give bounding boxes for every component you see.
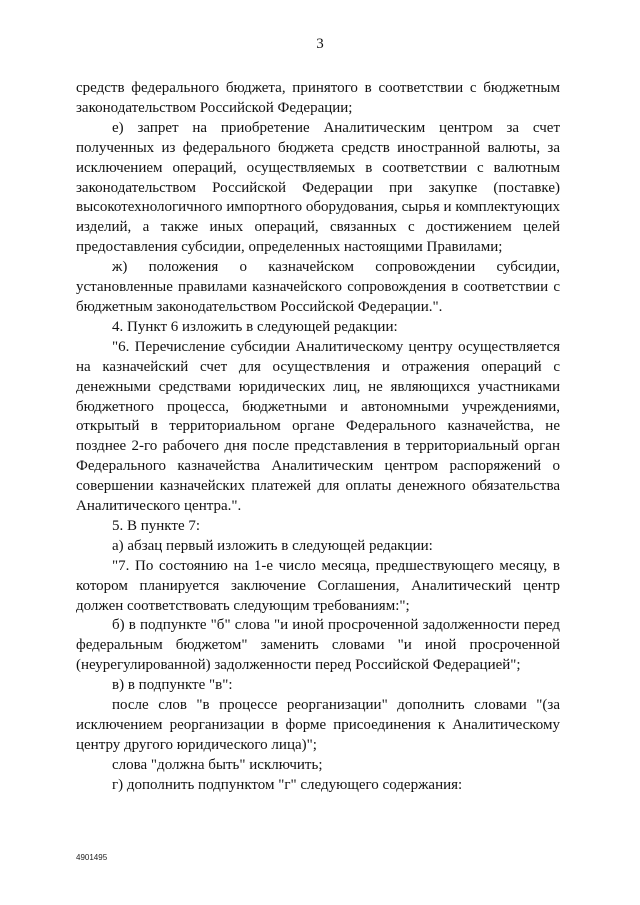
paragraph: г) дополнить подпунктом "г" следующего содержания: [112, 776, 463, 793]
document-code: 4901495 [76, 853, 108, 862]
paragraph: "7. По состоянию на 1-е число месяца, предшествующего месяцу, в котором планируется заключение Соглашения, Аналитический центр должен соответствовать следующим требованиям:"; [76, 557, 560, 614]
paragraph: "6. Перечисление субсидии Аналитическому центру осуществляется на казначейский счет для осуществления и отражения операций с денежными средствами юридических лиц, не являющихся участниками бюджетного процесса, бюджетными и автономными учреждениями, открытый в территориальном органе Федерального казначейства, не позднее 2-го рабочего дня после представления в территориальный орган Федерального казначейства Аналитическим центром распоряжений о совершении казначейских платежей для оплаты денежного обязательства Аналитического центра.". [76, 338, 560, 515]
paragraph: после слов "в процессе реорганизации" дополнить словами "(за исключением реорганизации в форме присоединения к Аналитическому центру другого юридического лица)"; [76, 697, 560, 753]
paragraph: е) запрет на приобретение Аналитическим центром за счет полученных из федерального бюджета средств иностранной валюты, за исключением операций, осуществляемых в соответствии с валютным законодательством Российской Федерации при закупке (поставке) высокотехнологичного импортного оборудования, сырья и комплектующих изделий, а также иных операций, связанных с достижением целей предоставления субсидии, определенных настоящими Правилами; [76, 119, 560, 256]
paragraph: в) в подпункте "в": [112, 677, 233, 694]
page-number: 3 [316, 36, 324, 52]
document-body [76, 79, 560, 796]
paragraph: ж) положения о казначейском сопровождении субсидии, установленные правилами казначейского сопровождения в соответствии с бюджетным законодательством Российской Федерации.". [76, 259, 560, 315]
paragraph: слова "должна быть" исключить; [112, 756, 323, 773]
paragraph: б) в подпункте "б" слова "и иной просроченной задолженности перед федеральным бюджетом" заменить словами "и иной просроченной (неурегулированной) задолженности перед Российской Федерацией"; [76, 617, 560, 674]
paragraph: средств федерального бюджета, принятого в соответствии с бюджетным законодательством Российской Федерации; [76, 80, 560, 116]
paragraph: 4. Пункт 6 изложить в следующей редакции: [112, 318, 398, 335]
paragraph: 5. В пункте 7: [112, 517, 201, 534]
paragraph: а) абзац первый изложить в следующей редакции: [112, 537, 433, 554]
